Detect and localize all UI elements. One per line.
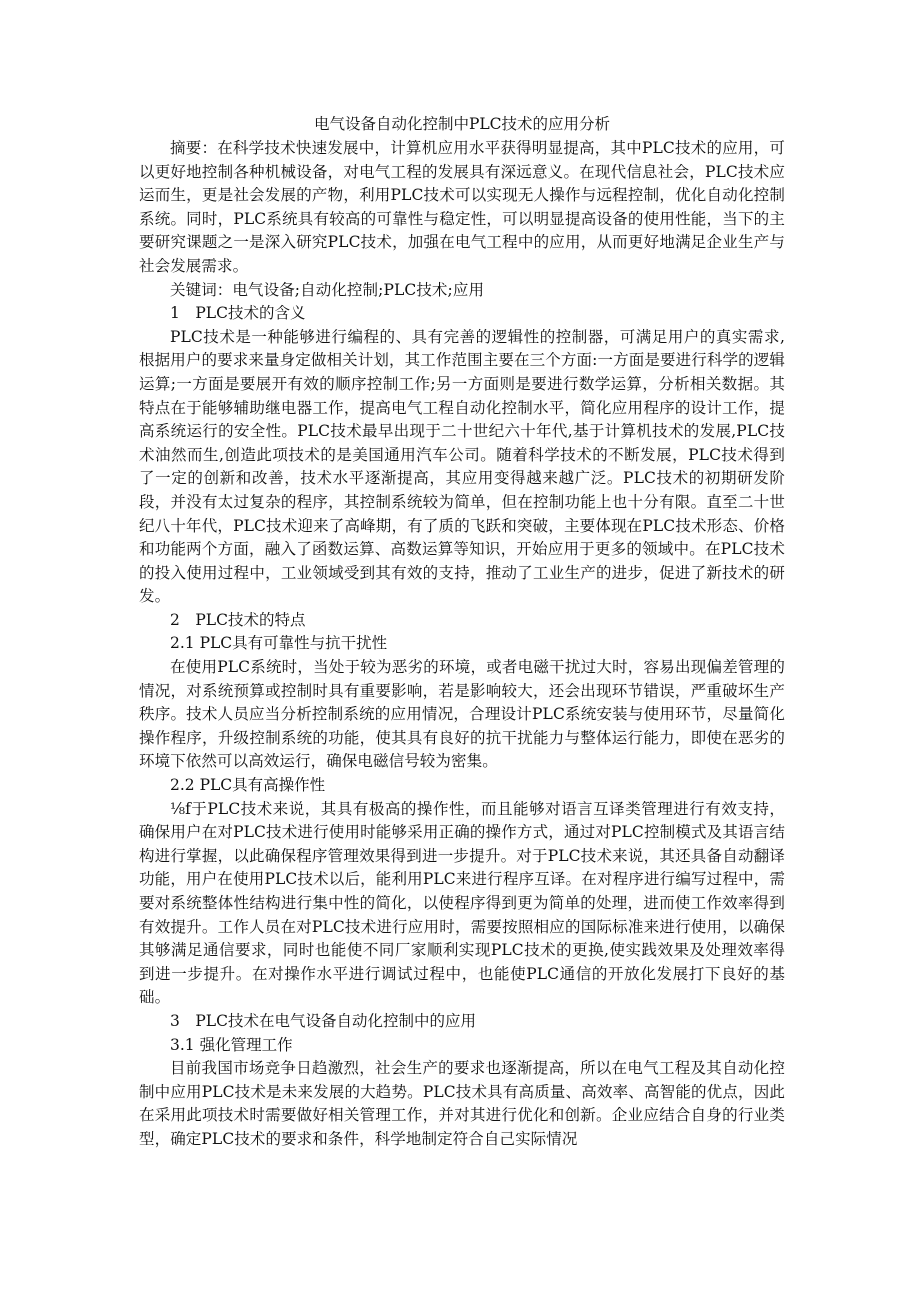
section-3-heading: 3 PLC技术在电气设备自动化控制中的应用: [170, 1011, 476, 1030]
section-3-1-body: 目前我国市场竞争日趋激烈，社会生产的要求也逐渐提高，所以在电气工程及其自动化控制中应用PLC技术是未来发展的大趋势。PLC技术具有高质量、高效率、高智能的优点，因此在采用此项技术时需要做好相关管理工作，并对其进行优化和创新。企业应结合自身的行业类型，确定PLC技术的要求和条件，科学地制定符合自己实际情况: [139, 1059, 785, 1148]
section-1-body: PLC技术是一种能够进行编程的、具有完善的逻辑性的控制器，可满足用户的真实需求,根据用户的要求来量身定做相关计划，其工作范围主要在三个方面:一方面是要进行科学的逻辑运算;一方面是要展开有效的顺序控制工作;另一方面则是要进行数学运算，分析相关数据。其特点在于能够辅助继电器工作，提高电气工程自动化控制水平，简化应用程序的设计工作，提高系统运行的安全性。PLC技术最早出现于二十世纪六十年代,基于计算机技术的发展,PLC技术油然而生,创造此项技术的是美国通用汽车公司。随着科学技术的不断发展，PLC技术得到了一定的创新和改善，技术水平逐渐提高，其应用变得越来越广泛。PLC技术的初期研发阶段，并没有太过复杂的程序，其控制系统较为简单，但在控制功能上也十分有限。直至二十世纪八十年代，PLC技术迎来了高峰期，有了质的飞跃和突破，主要体现在PLC技术形态、价格和功能两个方面，融入了函数运算、高数运算等知识，开始应用于更多的领域中。在PLC技术的投入使用过程中，工业领域受到其有效的支持，推动了工业生产的进步，促进了新技术的研发。: [139, 327, 785, 606]
document-title: 电气设备自动化控制中PLC技术的应用分析: [313, 115, 611, 133]
section-3-1-heading: 3.1 强化管理工作: [170, 1035, 293, 1054]
section-2-1-heading: 2.1 PLC具有可靠性与抗干扰性: [170, 634, 388, 653]
section-1-heading: 1 PLC技术的含义: [170, 304, 306, 323]
section-2-2-body: ⅛f于PLC技术来说，其具有极高的操作性，而且能够对语言互译类管理进行有效支持，确保用户在对PLC技术进行使用时能够采用正确的操作方式，通过对PLC控制模式及其语言结构进行掌握，以此确保程序管理效果得到进一步提升。对于PLC技术来说，其还具备自动翻译功能，用户在使用PLC技术以后，能利用PLC来进行程序互译。在对程序进行编写过程中，需要对系统整体性结构进行集中性的简化，以使程序得到更为简单的处理，进而使工作效率得到有效提升。工作人员在对PLC技术进行应用时，需要按照相应的国际标准来进行使用，以确保其够满足通信要求，同时也能使不同厂家顺利实现PLC技术的更换,使实践效果及处理效率得到进一步提升。在对操作水平进行调试过程中，也能使PLC通信的开放化发展打下良好的基础。: [139, 799, 785, 1007]
section-2-heading: 2 PLC技术的特点: [170, 610, 306, 629]
abstract-paragraph: 摘要：在科学技术快速发展中，计算机应用水平获得明显提高，其中PLC技术的应用，可以更好地控制各种机械设备，对电气工程的发展具有深远意义。在现代信息社会，PLC技术应运而生，更是社会发展的产物，利用PLC技术可以实现无人操作与远程控制，优化自动化控制系统。同时，PLC系统具有较高的可靠性与稳定性，可以明显提高设备的使用性能，当下的主要研究课题之一是深入研究PLC技术，加强在电气工程中的应用，从而更好地满足企业生产与社会发展需求。: [139, 139, 785, 275]
document-page: [139, 112, 785, 1152]
section-2-2-heading: 2.2 PLC具有高操作性: [170, 776, 326, 795]
section-2-1-body: 在使用PLC系统时，当处于较为恶劣的环境，或者电磁干扰过大时，容易出现偏差管理的情况，对系统预算或控制时具有重要影响，若是影响较大，还会出现环节错误，严重破坏生产秩序。技术人员应当分析控制系统的应用情况，合理设计PLC系统安装与使用环节，尽量简化操作程序，升级控制系统的功能，使其具有良好的抗干扰能力与整体运行能力，即使在恶劣的环境下依然可以高效运行，确保电磁信号较为密集。: [139, 658, 785, 771]
keywords-line: 关键词：电气设备;自动化控制;PLC技术;应用: [170, 280, 485, 299]
